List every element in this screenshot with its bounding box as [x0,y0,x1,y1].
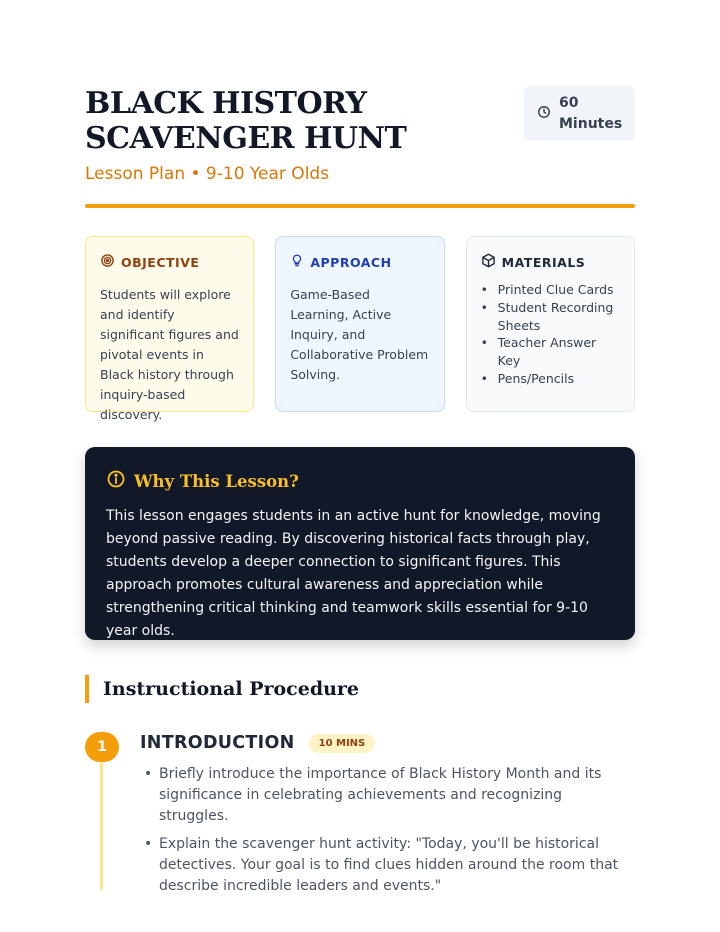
list-item: • Teacher Answer Key [481,334,620,370]
why-header [106,469,614,493]
approach-text: Game-Based Learning, Active Inquiry, and Collaborative Problem Solving. [290,287,429,382]
approach-header [290,253,429,271]
page-subtitle: Lesson Plan • 9-10 Year Olds [85,164,330,184]
why-title: Why This Lesson? [134,471,299,491]
lesson-header [85,86,635,184]
info-cards [85,236,635,422]
duration-text: 60 Minutes [559,94,623,132]
box-icon [481,253,496,271]
header-divider [85,204,635,208]
target-icon [100,253,115,271]
objective-text: Students will explore and identify significant figures and pivotal events in Black history through inquiry-based discovery. [100,287,239,422]
list-item: • Briefly introduce the importance of Black History Month and its significance in celebrating achievements and recognizing struggles. [144,764,624,827]
procedure-heading [85,675,359,703]
step-header [140,733,375,753]
materials-label: MATERIALS [501,254,586,270]
clock-icon [537,104,551,123]
why-text: This lesson engages students in an active hunt for knowledge, moving beyond passive reading. By discovering historical facts through play, students develop a deeper connection to significant figures. This approach promotes cultural awareness and appreciation while strengthening critical thinking and teamwork skills essential for 9-10 year olds. [106,508,601,639]
step-points [144,764,624,904]
step-timeline [100,762,103,890]
time-badge: 10 MINS [309,734,376,753]
list-item: • Pens/Pencils [481,370,620,388]
approach-card [275,236,444,412]
list-item: • Printed Clue Cards [481,281,620,299]
materials-card [466,236,635,412]
info-icon [106,469,126,493]
list-item: • Explain the scavenger hunt activity: "Today, you'll be historical detectives. Your goal is to find clues hidden around the room that describe incredible leaders and events." [144,834,624,897]
why-lesson-panel [85,447,635,640]
lightbulb-icon [290,253,304,271]
materials-header [481,253,620,271]
objective-header [100,253,239,271]
approach-label: APPROACH [310,254,392,270]
step-number: 1 [85,732,119,762]
objective-card [85,236,254,422]
page-title: BLACK HISTORY SCAVENGER HUNT [85,86,407,156]
materials-list [481,281,620,388]
step-title: INTRODUCTION [140,733,295,753]
duration-badge [524,86,635,141]
list-item: • Student Recording Sheets [481,299,620,335]
procedure-title: Instructional Procedure [103,678,360,700]
objective-label: OBJECTIVE [121,254,200,270]
